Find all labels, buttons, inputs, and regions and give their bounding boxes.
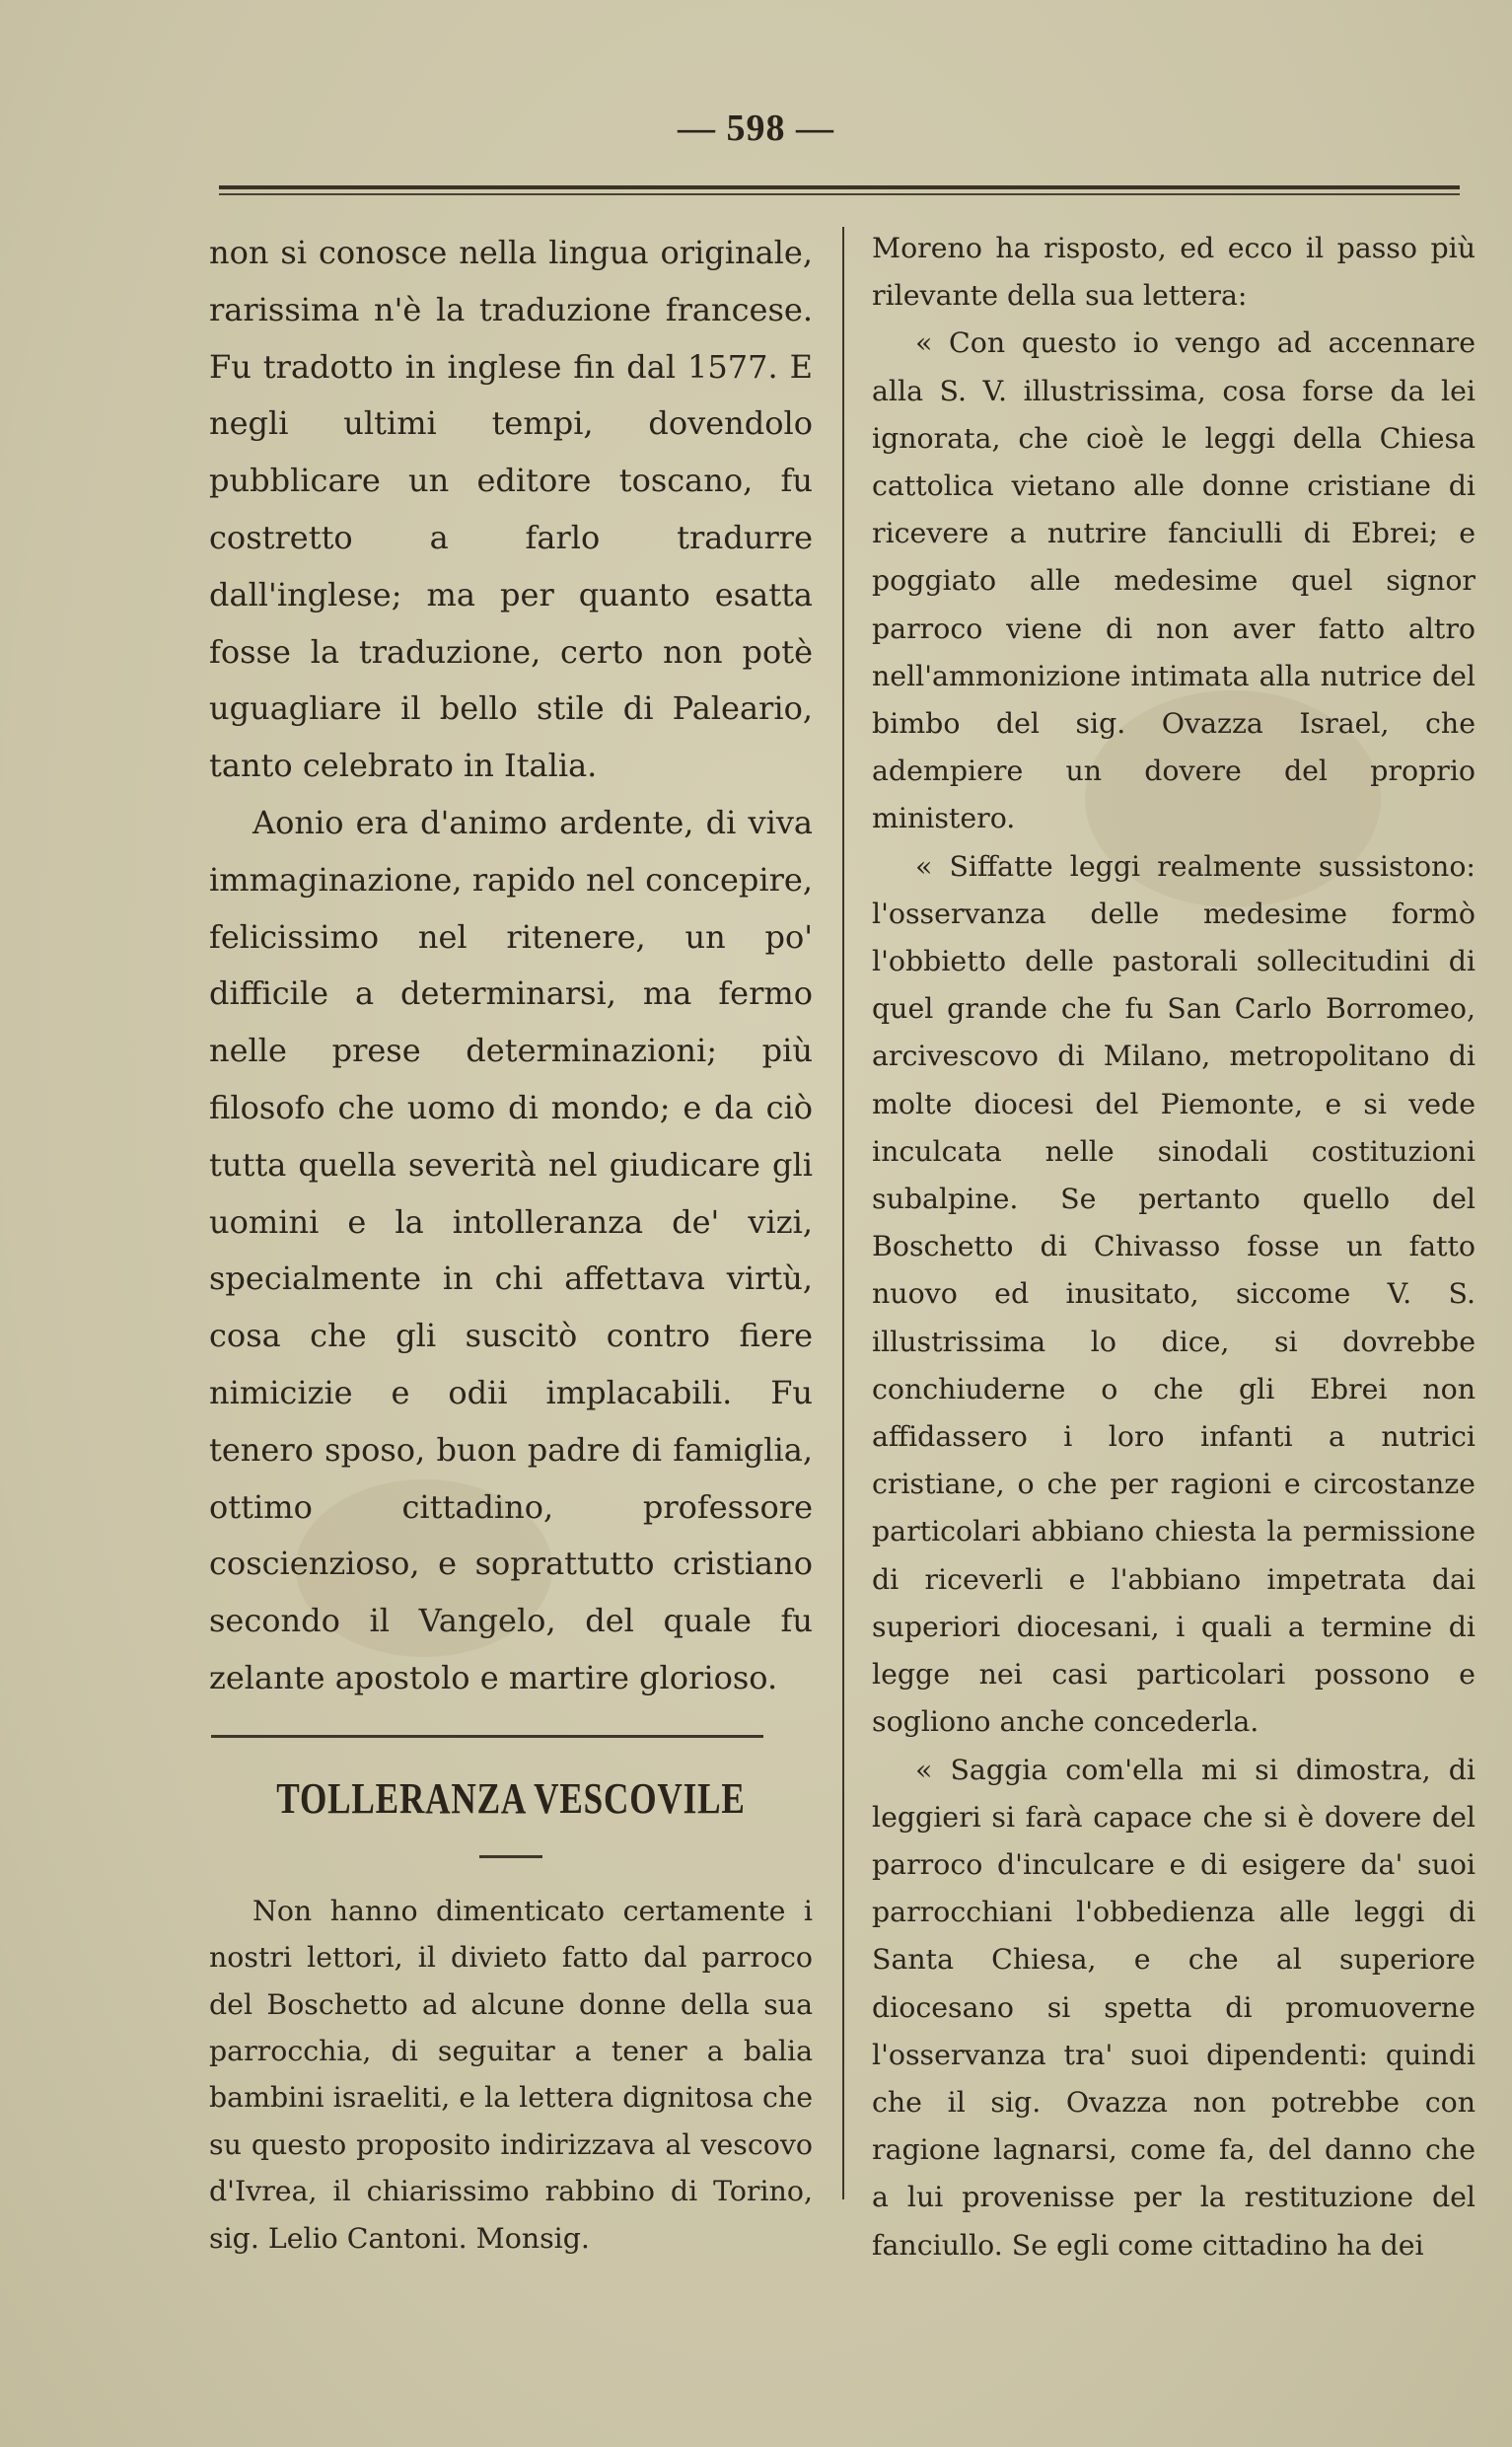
section-title: TOLLERANZA VESCOVILE [276,1773,746,1823]
article-body [209,1888,813,2262]
section-rule [211,1735,763,1738]
page-number: — 598 — [678,108,834,149]
paragraph: Non hanno dimenticato certamente i nostri lettori, il divieto fatto dal parroco del Boschetto ad alcune donne della sua parrocchia, di seguitar a tener a balia bambini israeliti, e la lettera dignitosa che su questo proposito indirizzava al vescovo d'Ivrea, il chiarissimo rabbino di Torino, sig. Lelio Cantoni. Monsig. [209,1894,813,2255]
paragraph: « Con questo io vengo ad accennare alla S. V. illustrissima, cosa forse da lei ignorata, che cioè le leggi della Chiesa cattolica vietano alle donne cristiane di ricevere a nutrire fanciulli di Ebrei; e poggiato alle medesime quel signor parroco viene di non aver fatto altro nell'ammonizione intimata alla nutrice del bimbo del sig. Ovazza Israel, che adempiere un dovere del proprio ministero. [872,326,1476,835]
title-dash [479,1855,542,1858]
paragraph: non si conosce nella lingua originale, rarissima n'è la traduzione francese. Fu tradotto in inglese fin dal 1577. E negli ultimi tempi, dovendolo pubblicare un editore toscano, fu costretto a farlo tradurre dall'inglese; ma per quanto esatta fosse la traduzione, certo non potè uguagliare il bello stile di Paleario, tanto celebrato in Italia. [209,234,813,785]
header-rule-thin [219,193,1460,195]
paragraph: « Saggia com'ella mi si dimostra, di leggieri si farà capace che si è dovere del parroco d'inculcare e di esigere da' suoi parrocchiani l'obbedienza alle leggi di Santa Chiesa, e che al superiore diocesano si spetta di promuoverne l'osservanza tra' suoi dipendenti: quindi che il sig. Ovazza non potrebbe con ragione lagnarsi, come fa, del danno che a lui provenisse per la restituzione del fanciullo. Se egli come cittadino ha dei [872,1753,1476,2262]
paragraph: Moreno ha risposto, ed ecco il passo più rilevante della sua lettera: [872,232,1476,313]
header-rule [219,185,1460,189]
paragraph: « Siffatte leggi realmente sussistono: l'osservanza delle medesime formò l'obbietto delle pastorali sollecitudini di quel grande che fu San Carlo Borromeo, arcivescovo di Milano, metropolitano di molte diocesi del Piemonte, e si vede inculcata nelle sinodali costituzioni subalpine. Se pertanto quello del Boschetto di Chivasso fosse un fatto nuovo ed inusitato, siccome V. S. illustrissima lo dice, si dovrebbe conchiuderne o che gli Ebrei non affidassero i loro infanti a nutrici cristiane, o che per ragioni e circostanze particolari abbiano chiesta la permissione di riceverli e l'abbiano impetrata dai superiori diocesani, i quali a termine di legge nei casi particolari possono e sogliono anche concederla. [872,849,1476,1739]
left-column [209,225,813,2262]
paragraph: Aonio era d'animo ardente, di viva immaginazione, rapido nel concepire, felicissimo nel ritenere, un po' difficile a determinarsi, ma fermo nelle prese determinazioni; più filosofo che uomo di mondo; e da ciò tutta quella severità nel giudicare gli uomini e la intolleranza de' vizi, specialmente in chi affettava virtù, cosa che gli suscitò contro fiere nimicizie e odii implacabili. Fu tenero sposo, buon padre di famiglia, ottimo cittadino, professore coscienzioso, e soprattutto cristiano secondo il Vangelo, del quale fu zelante apostolo e martire glorioso. [209,803,813,1696]
right-column [872,225,1476,2269]
column-divider [842,227,844,2199]
